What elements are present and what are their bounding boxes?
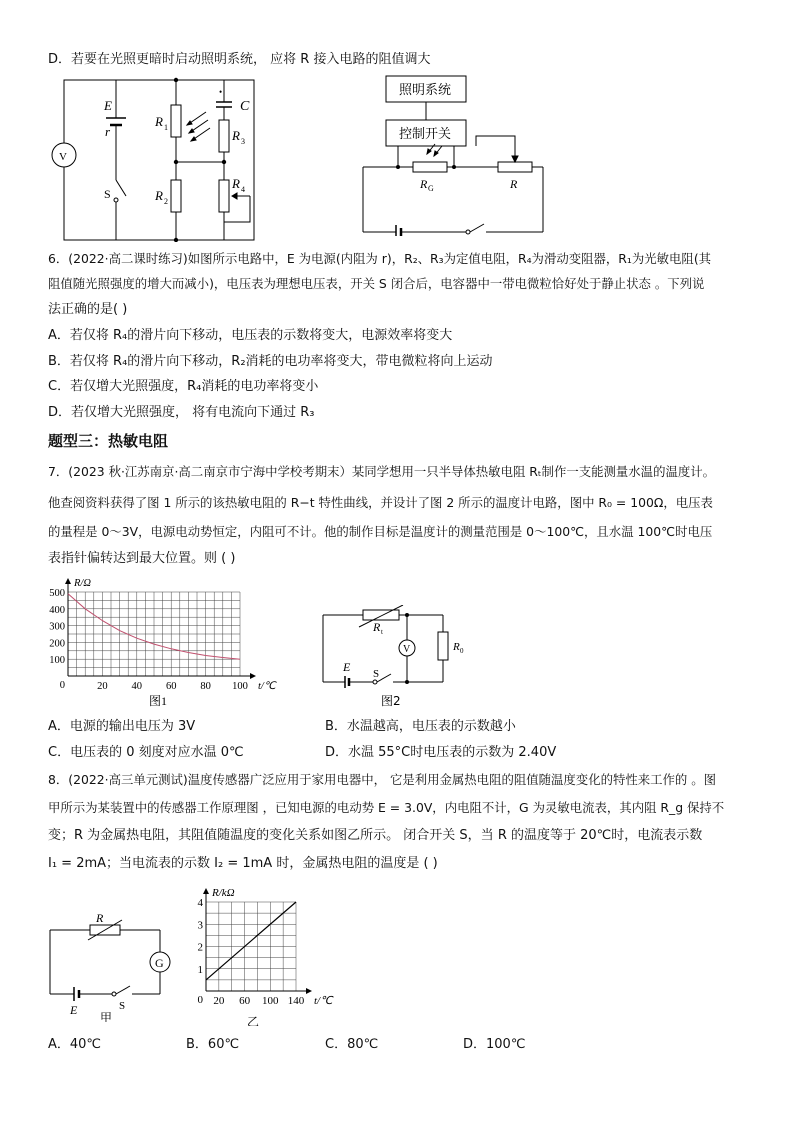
label-rg-sub: G	[428, 184, 434, 193]
label-r: R	[510, 177, 518, 191]
figure-2-caption: 图2	[381, 694, 401, 708]
x-tick-label: 100	[262, 995, 279, 1007]
label-e: E	[104, 98, 112, 113]
y-axis-label: R/kΩ	[212, 887, 235, 899]
x-axis-arrow	[306, 988, 312, 994]
q7-option-b: B．水温越高，电压表的示数越小	[325, 719, 516, 734]
y-tick-label: 200	[49, 638, 65, 650]
label-e: E	[70, 1003, 78, 1017]
q7-line4: 表指针偏转达到最大位置。则 ( )	[48, 551, 236, 566]
x-tick-label: 40	[131, 681, 143, 692]
label-r2-sub: 2	[164, 197, 168, 206]
label-r0-sub: 0	[460, 647, 464, 655]
q7-option-a: A．电源的输出电压为 3V	[48, 719, 196, 734]
circuit-figure-2	[315, 605, 475, 710]
label-rg: R	[420, 177, 428, 191]
label-r4-sub: 4	[241, 185, 245, 194]
q6-line3: 法正确的是( )	[48, 302, 128, 317]
label-r2: R	[155, 188, 163, 203]
label-r1: R	[155, 114, 163, 129]
q6-option-b: B．若仅将 R₄的滑片向下移动，R₂消耗的电功率将变大，带电微粒将向上运动	[48, 354, 493, 369]
q7-line1: 7．(2023 秋·江苏南京·高二南京市宁海中学校考期末）某同学想用一只半导体热敏电阻 Rₜ制作一支能测量水温的温度计。	[48, 464, 716, 479]
q6-line2: 阻值随光照强度的增大而减小)，电压表为理想电压表，开关 S 闭合后，电容器中一带电微粒恰好处于静止状态 。下列说	[48, 276, 705, 291]
chart-rt-curve	[40, 570, 290, 710]
svg-text:•: •	[219, 87, 223, 97]
r0-resistor	[438, 632, 448, 660]
r-rheostat	[498, 162, 532, 172]
series-line	[206, 902, 296, 980]
q6-option-c: C．若仅增大光照强度，R₄消耗的电功率将变小	[48, 379, 319, 394]
r4-rheostat	[219, 180, 229, 212]
figure-jia-caption: 甲	[100, 1011, 113, 1022]
circuit-figure-photo-resistor	[44, 70, 274, 242]
y-axis-arrow	[65, 578, 71, 584]
chart-caption: 图1	[148, 694, 168, 708]
q7-option-c: C．电压表的 0 刻度对应水温 0℃	[48, 745, 244, 760]
outer-wire	[64, 80, 254, 240]
q8-option-b: B．60℃	[186, 1037, 240, 1052]
label-s: S	[373, 668, 380, 680]
y-axis-arrow	[203, 888, 209, 894]
q7-line3: 的量程是 0～3V，电源电动势恒定，内阻可不计。他的制作目标是温度计的测量范围是 0～100℃，且水温 100℃时电压	[48, 524, 713, 539]
label-rt-sub: t	[381, 628, 383, 636]
r3-resistor	[219, 120, 229, 152]
origin-label: 0	[59, 680, 65, 691]
label-r: R	[96, 911, 104, 925]
chart-caption: 乙	[246, 1015, 260, 1026]
x-tick-label: 20	[97, 681, 108, 692]
x-tick-label: 140	[287, 995, 305, 1007]
r2-resistor	[171, 180, 181, 212]
option-d-prev: D．若要在光照更暗时启动照明系统， 应将 R 接入电路的阻值调大	[48, 52, 431, 67]
q8-line4: I₁ = 2mA；当电流表的示数 I₂ = 1mA 时，金属热电阻的温度是 ( )	[48, 856, 438, 871]
q8-line1: 8．(2022·高三单元测试)温度传感器广泛应用于家用电器中， 它是利用金属热电阻的阻值随温度变化的特性来工作的 。图	[48, 772, 717, 787]
r1-photoresistor	[171, 105, 181, 137]
label-r3-sub: 3	[241, 137, 245, 146]
q8-line2: 甲所示为某装置中的传感器工作原理图 ，已知电源的电动势 E = 3.0V，内电阻不计，G 为灵敏电流表，其内阻 R_g 保持不	[48, 800, 725, 815]
voltmeter-label: V	[59, 151, 67, 163]
label-s: S	[104, 187, 111, 201]
y-tick-label: 2	[197, 941, 203, 954]
y-axis-label: R/Ω	[74, 578, 91, 589]
y-tick-label: 1	[197, 963, 203, 976]
q7-line2: 他查阅资料获得了图 1 所示的该热敏电阻的 R−t 特性曲线，并设计了图 2 所示的温度计电路，图中 R₀ = 100Ω，电压表	[48, 495, 713, 510]
y-tick-label: 100	[49, 655, 65, 667]
x-axis-label: t/℃	[314, 995, 333, 1007]
q8-option-a: A．40℃	[48, 1037, 102, 1052]
label-r0: R	[453, 641, 460, 653]
y-tick-label: 500	[49, 588, 65, 599]
circuit-figure-lighting-control	[358, 74, 553, 236]
label-rt: R	[373, 620, 381, 634]
rg-resistor	[413, 162, 447, 172]
galvanometer-label: G	[155, 956, 164, 970]
x-tick-label: 60	[239, 995, 251, 1007]
y-tick-label: 300	[49, 621, 65, 633]
y-tick-label: 400	[49, 604, 65, 616]
x-axis-label: t/℃	[258, 681, 276, 692]
label-s: S	[119, 1000, 126, 1012]
q8-line3: 变；R 为金属热电阻，其阻值随温度的变化关系如图乙所示。 闭合开关 S，当 R 的温度等于 20℃时，电流表示数	[48, 828, 703, 843]
label-e: E	[343, 660, 351, 674]
section-title: 题型三：热敏电阻	[48, 432, 169, 450]
origin-label: 0	[197, 994, 203, 1006]
y-tick-label: 4	[197, 897, 203, 909]
q6-line1: 6．(2022·高二课时练习)如图所示电路中，E 为电源(内阻为 r)，R₂、R₃为定值电阻，R₄为滑动变阻器，R₁为光敏电阻(其	[48, 251, 712, 266]
q7-option-d: D．水温 55°C时电压表的示数为 2.40V	[325, 745, 557, 760]
y-tick-label: 3	[197, 919, 203, 932]
chart-r-t-linear	[190, 880, 350, 1026]
label-r4: R	[232, 176, 240, 191]
lighting-system-label: 照明系统	[399, 83, 452, 98]
x-tick-label: 20	[213, 995, 225, 1007]
x-tick-label: 60	[165, 681, 177, 692]
q8-option-d: D．100℃	[463, 1037, 526, 1052]
label-r: r	[105, 124, 111, 139]
x-axis-arrow	[250, 673, 256, 679]
rt-thermistor	[363, 610, 399, 620]
voltmeter-label: V	[403, 644, 411, 655]
x-tick-label: 100	[232, 681, 248, 692]
label-r1-sub: 1	[164, 123, 168, 132]
q6-option-d: D．若仅增大光照强度， 将有电流向下通过 R₃	[48, 405, 315, 420]
control-switch-label: 控制开关	[399, 127, 452, 142]
q8-option-c: C．80℃	[325, 1037, 379, 1052]
label-r3: R	[232, 128, 240, 143]
x-tick-label: 80	[200, 681, 211, 692]
q6-option-a: A．若仅将 R₄的滑片向下移动，电压表的示数将变大，电源效率将变大	[48, 328, 453, 343]
circuit-figure-jia	[44, 910, 184, 1022]
label-c: C	[240, 99, 250, 114]
